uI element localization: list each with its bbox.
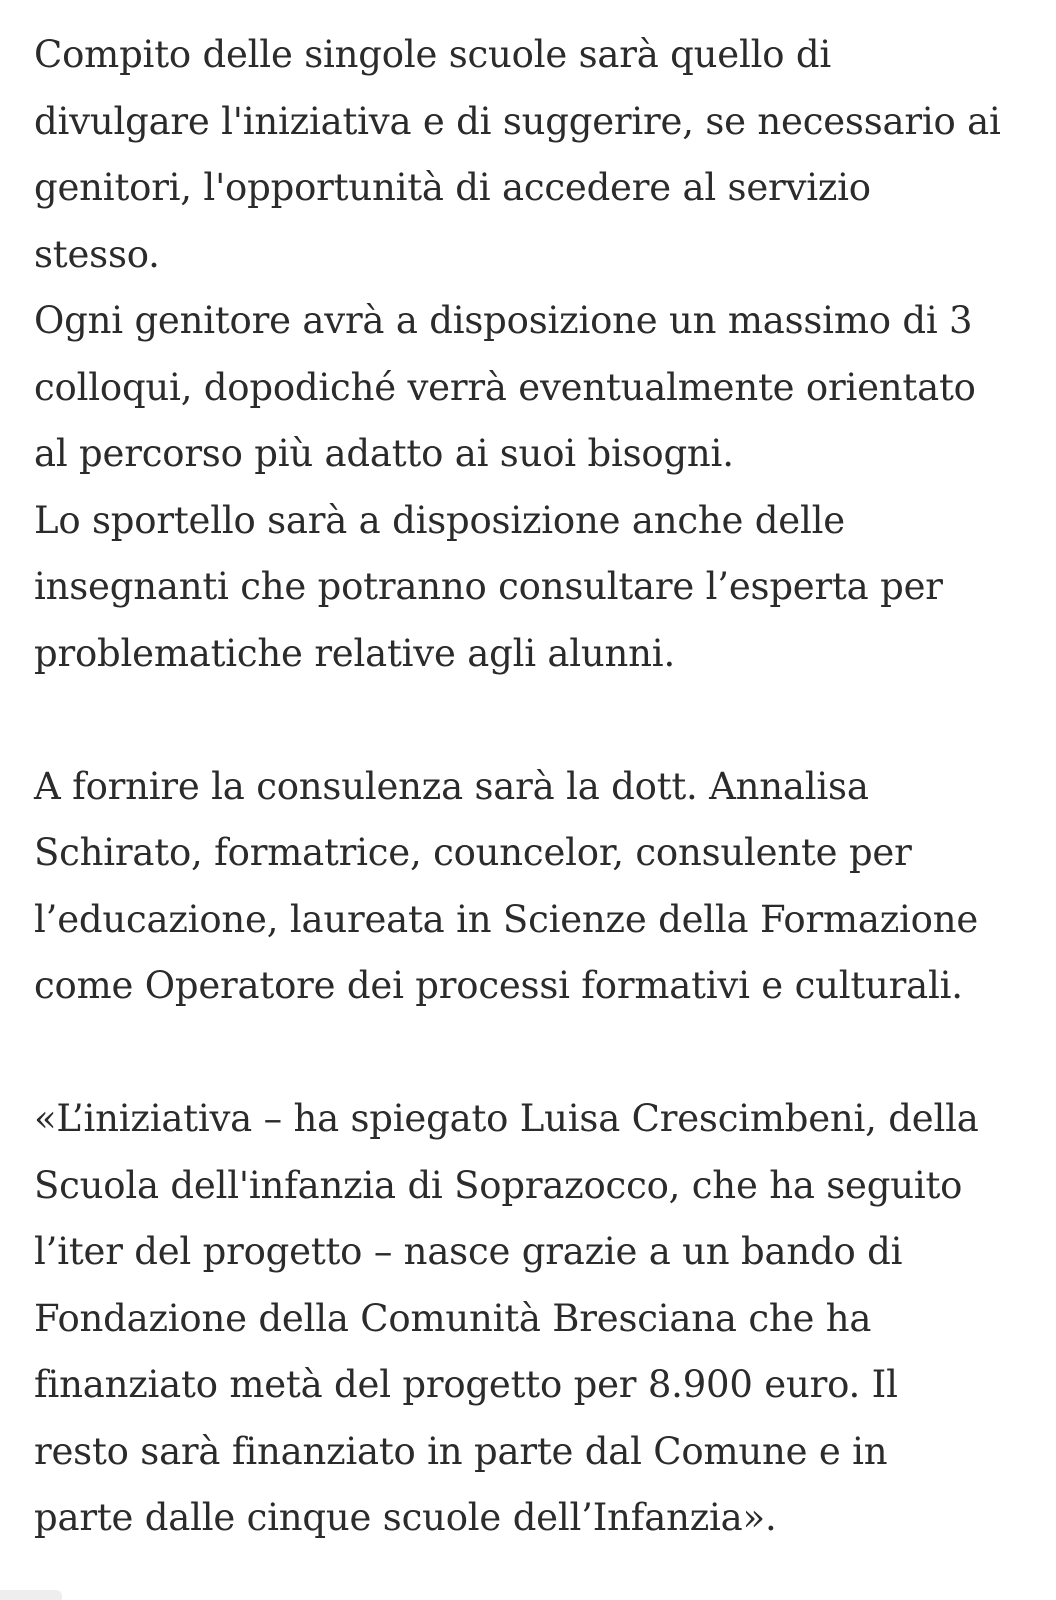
paragraph-school-task <box>34 22 1034 687</box>
paragraph-consultant <box>34 754 1034 1020</box>
paragraph-spacer <box>34 687 1034 754</box>
paragraph-spacer <box>34 1020 1034 1087</box>
bottom-corner-shade <box>0 1590 62 1600</box>
text-line: come Operatore dei processi formativi e culturali. <box>34 964 963 1007</box>
text-line: Lo sportello sarà a disposizione anche delle <box>34 498 845 542</box>
text-line: l’educazione, laureata in Scienze della Formazione <box>34 897 979 941</box>
text-line: resto sarà finanziato in parte dal Comune e in <box>34 1429 888 1473</box>
text-line: al percorso più adatto ai suoi bisogni. <box>34 432 734 475</box>
paragraph-quote <box>34 1086 1034 1552</box>
text-line: problematiche relative agli alunni. <box>34 631 676 675</box>
text-line: insegnanti che potranno consultare l’esperta per <box>34 565 943 608</box>
text-line: A fornire la consulenza sarà la dott. Annalisa <box>34 764 869 808</box>
text-line: Ogni genitore avrà a disposizione un massimo di 3 <box>34 299 973 342</box>
text-line: Schirato, formatrice, councelor, consulente per <box>34 831 912 874</box>
text-line: Scuola dell'infanzia di Soprazocco, che ha seguito <box>34 1163 963 1207</box>
text-line: l’iter del progetto – nasce grazie a un bando di <box>34 1230 903 1273</box>
text-line: Compito delle singole scuole sarà quello di <box>34 33 831 76</box>
text-line: colloqui, dopodiché verrà eventualmente orientato <box>34 365 976 409</box>
article-body <box>34 22 1034 1552</box>
text-line: parte dalle cinque scuole dell’Infanzia». <box>34 1496 777 1539</box>
text-line: genitori, l'opportunità di accedere al servizio <box>34 166 871 209</box>
text-line: Fondazione della Comunità Bresciana che ha <box>34 1296 872 1340</box>
text-line: «L’iniziativa – ha spiegato Luisa Crescimbeni, della <box>34 1097 979 1140</box>
text-line: finanziato metà del progetto per 8.900 euro. Il <box>34 1363 898 1406</box>
text-line: divulgare l'iniziativa e di suggerire, se necessario ai <box>34 99 1001 143</box>
text-line: stesso. <box>34 232 160 276</box>
